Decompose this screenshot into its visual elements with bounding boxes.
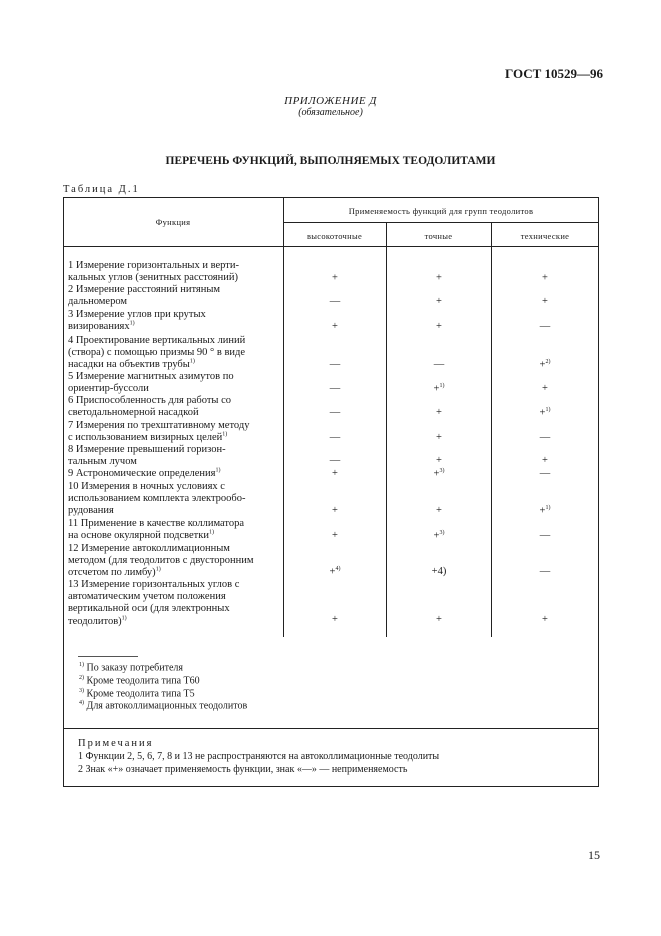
applicability-cell: + bbox=[436, 407, 442, 418]
table-label: Таблица Д.1 bbox=[63, 184, 140, 195]
applicability-cell: + bbox=[332, 505, 338, 516]
table-divider bbox=[386, 222, 387, 637]
applicability-cell: + bbox=[436, 272, 442, 284]
applicability-cell: + bbox=[542, 272, 548, 284]
table-divider bbox=[63, 246, 599, 247]
applicability-cell: — bbox=[329, 383, 341, 394]
applicability-cell: +$^{3)}$ bbox=[433, 468, 445, 480]
applicability-cell: — bbox=[539, 530, 551, 541]
function-row-8: 8 Измерение превышений горизон- тальным лучом bbox=[68, 444, 226, 468]
applicability-cell: + bbox=[542, 455, 548, 466]
page-number: 15 bbox=[588, 848, 600, 862]
table-divider bbox=[491, 222, 492, 637]
subcolumn-header: высокоточные bbox=[306, 231, 363, 241]
applicability-cell: + bbox=[332, 468, 338, 479]
applicability-cell: + bbox=[436, 321, 442, 332]
function-row-11: 11 Применение в качестве коллиматора на основе окулярной подсветки$^{1)}$ bbox=[68, 518, 245, 542]
column-header-function: Функция bbox=[155, 217, 191, 227]
appendix-subtitle: (обязательное) bbox=[298, 107, 363, 118]
applicability-cell: +$^{2)}$ bbox=[539, 359, 551, 371]
applicability-cell: + bbox=[436, 296, 442, 307]
note-item: 2 Знак «+» означает применяемость функции, знак «—» — неприменяемость bbox=[78, 764, 408, 775]
applicability-cell: +$^{3)}$ bbox=[433, 530, 445, 542]
function-row-4: 4 Проектирование вертикальных линий (створа) с помощью призмы 90 ° в виде насадки на объектив трубы$^{1)}$ bbox=[68, 335, 246, 371]
applicability-cell: + bbox=[436, 455, 442, 466]
applicability-cell: + bbox=[542, 296, 548, 307]
footnote: $^{2)}$ Кроме теодолита типа Т60 bbox=[79, 675, 200, 687]
applicability-cell: + bbox=[332, 614, 338, 625]
function-row-7: 7 Измерения по трехштативному методу с использованием визирных целей$^{1)}$ bbox=[68, 420, 250, 444]
table-divider bbox=[283, 197, 284, 637]
applicability-cell: — bbox=[329, 455, 341, 466]
applicability-cell: + bbox=[436, 432, 442, 443]
applicability-cell: — bbox=[539, 468, 551, 479]
appendix-title: ПРИЛОЖЕНИЕ Д bbox=[284, 95, 377, 107]
applicability-cell: — bbox=[433, 359, 445, 370]
footnote: $^{3)}$ Кроме теодолита типа Т5 bbox=[79, 688, 195, 700]
applicability-cell: + bbox=[542, 614, 548, 625]
function-row-9: 9 Астрономические определения$^{1)}$ bbox=[68, 467, 221, 479]
table-divider bbox=[63, 728, 599, 729]
applicability-cell: — bbox=[539, 321, 551, 332]
function-row-5: 5 Измерение магнитных азимутов по ориентир-буссоли bbox=[68, 371, 234, 395]
notes-heading: Примечания bbox=[78, 738, 154, 749]
footnote: $^{1)}$ По заказу потребителя bbox=[79, 662, 183, 674]
applicability-cell: + bbox=[332, 321, 338, 332]
note-item: 1 Функции 2, 5, 6, 7, 8 и 13 не распространяются на автоколлимационные теодолиты bbox=[78, 751, 440, 762]
applicability-cell: + bbox=[542, 383, 548, 394]
applicability-cell: — bbox=[539, 432, 551, 443]
applicability-cell: + bbox=[332, 530, 338, 541]
footnote: $^{4)}$ Для автоколлимационных теодолитов bbox=[79, 700, 248, 712]
function-row-3: 3 Измерение углов при крутых визированиях$^{1)}$ bbox=[68, 309, 206, 333]
applicability-cell: + bbox=[436, 505, 442, 516]
function-row-1: 1 Измерение горизонтальных и верти- кальных углов (зенитных расстояний) bbox=[68, 260, 239, 284]
function-row-13: 13 Измерение горизонтальных углов с автоматическим учетом положения вертикальной оси (для электронных теодолитов)$^{1)}$ bbox=[68, 579, 240, 627]
subcolumn-header: точные bbox=[424, 231, 453, 241]
applicability-cell: — bbox=[329, 296, 341, 307]
subcolumn-header: технические bbox=[520, 231, 570, 241]
applicability-cell: +$^{1)}$ bbox=[539, 407, 551, 419]
applicability-cell: — bbox=[329, 432, 341, 443]
table-divider bbox=[283, 222, 599, 223]
applicability-cell: +$^{4)}$ bbox=[329, 566, 341, 578]
footnote-separator bbox=[78, 656, 138, 657]
function-row-6: 6 Приспособленность для работы со светодальномерной насадкой bbox=[68, 395, 232, 419]
applicability-cell: + bbox=[436, 614, 442, 625]
applicability-cell: — bbox=[329, 407, 341, 418]
applicability-cell: +$^{1)}$ bbox=[433, 383, 445, 395]
applicability-cell: + bbox=[332, 272, 338, 284]
function-row-10: 10 Измерения в ночных условиях с использованием комплекта электрообо- рудования bbox=[68, 481, 246, 517]
column-header-group: Применяемость функций для групп теодолитов bbox=[348, 206, 534, 216]
function-row-2: 2 Измерение расстояний нитяным дальномером bbox=[68, 284, 221, 308]
function-row-12: 12 Измерение автоколлимационным методом (для теодолитов с двусторонним отсчетом по лимбу)$^{1)}$ bbox=[68, 543, 254, 579]
document-title: ПЕРЕЧЕНЬ ФУНКЦИЙ, ВЫПОЛНЯЕМЫХ ТЕОДОЛИТАМИ bbox=[165, 155, 496, 167]
document-code: ГОСТ 10529—96 bbox=[505, 66, 604, 81]
applicability-cell: +$^{1)}$ bbox=[539, 505, 551, 517]
applicability-cell: — bbox=[329, 359, 341, 370]
applicability-cell: — bbox=[539, 566, 551, 577]
applicability-cell: +4) bbox=[431, 566, 447, 577]
